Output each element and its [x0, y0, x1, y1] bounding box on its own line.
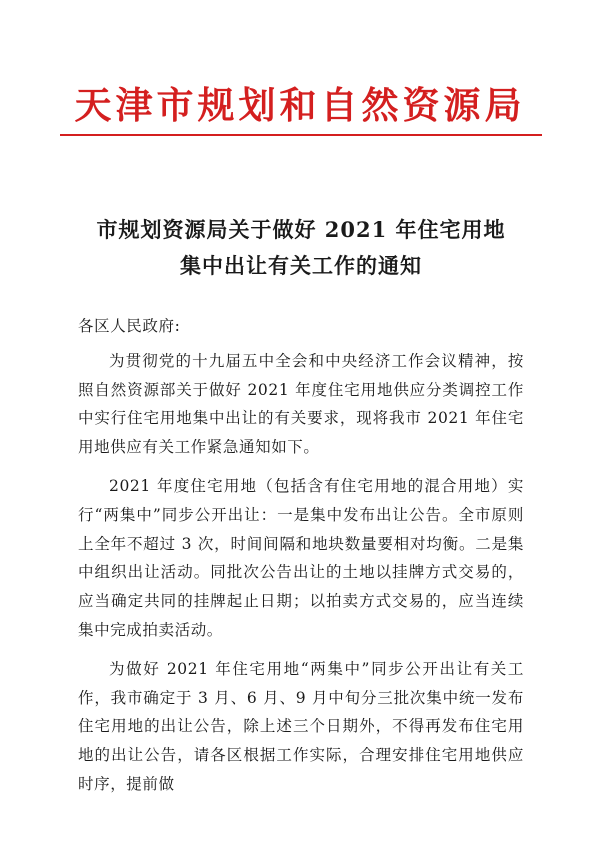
document-title-line-2: 集中出让有关工作的通知: [180, 253, 422, 278]
paragraph-2: 2021 年度住宅用地（包括含有住宅用地的混合用地）实行“两集中”同步公开出让：一是集中发布出让公告。全市原则上全年不超过 3 次，时间间隔和地块数量要相对均衡。二是集中组织出让活动。同批次公告出让的土地以挂牌方式交易的，应当确定共同的挂牌起止日期；以拍卖方式交易的，应当连续集中完成拍卖活动。: [78, 476, 524, 639]
paragraph-1: 为贯彻党的十九届五中全会和中央经济工作会议精神，按照自然资源部关于做好 2021 年度住宅用地供应分类调控工作中实行住宅用地集中出让的有关要求，现将我市 2021 年住宅用地供应有关工作紧急通知如下。: [78, 351, 524, 457]
salutation: 各区人民政府:: [78, 317, 181, 335]
organization-header: 天津市规划和自然资源局: [74, 83, 526, 127]
document-body: [78, 312, 524, 809]
red-header-rule: [60, 134, 542, 136]
document-title: [60, 212, 542, 284]
paragraph-3: 为做好 2021 年住宅用地“两集中”同步公开出让有关工作，我市确定于 3 月、6 月、9 月中旬分三批次集中统一发布住宅用地的出让公告，除上述三个日期外，不得再发布住宅用地的出让公告，请各区根据工作实际，合理安排住宅用地供应时序，提前做: [78, 659, 524, 793]
document-title-line-1: 市规划资源局关于做好 2021 年住宅用地: [96, 217, 506, 242]
